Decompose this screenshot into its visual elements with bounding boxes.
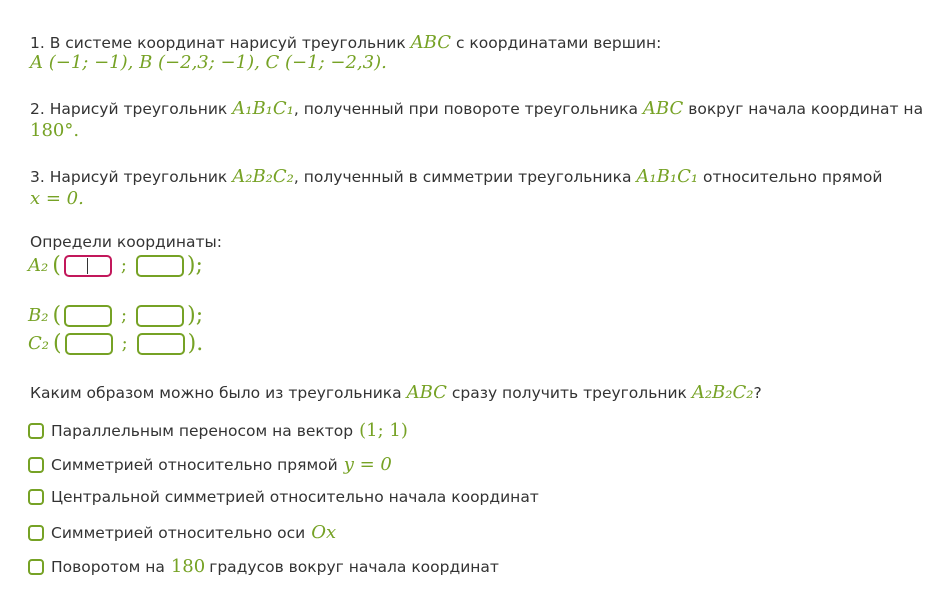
b2-x-input[interactable] [64, 305, 112, 327]
semicolon: ; [121, 305, 128, 326]
option-text: Симметрией относительно прямой [51, 455, 338, 474]
a2-row [28, 253, 203, 278]
triangle-a1b1c1: A₁B₁C₁ [636, 166, 699, 187]
checkbox[interactable] [28, 423, 44, 439]
option-math: Ox [311, 522, 337, 543]
c2-row [28, 331, 203, 356]
task-2-text-3: вокруг начала координат на [688, 100, 924, 118]
open-paren: ( [52, 303, 62, 328]
triangle-a2b2c2: A₂B₂C₂ [232, 166, 294, 187]
checkbox[interactable] [28, 489, 44, 505]
c2-x-input[interactable] [65, 333, 113, 355]
option-math: y = 0 [343, 454, 392, 475]
task-2-text-2: , полученный при повороте треугольника [293, 100, 638, 118]
triangle-abc: ABC [406, 382, 447, 403]
b2-y-input[interactable] [136, 305, 184, 327]
a2-y-input[interactable] [136, 255, 184, 277]
question [30, 382, 762, 403]
task-2-line-1 [30, 98, 923, 119]
close-paren: ); [187, 303, 204, 328]
checkbox[interactable] [28, 559, 44, 575]
option-text: Центральной симметрией относительно начала координат [51, 488, 539, 506]
triangle-abc: ABC [642, 98, 684, 119]
semicolon: ; [120, 255, 127, 276]
option-1[interactable] [28, 420, 408, 441]
option-text: Симметрией относительно оси [51, 523, 306, 542]
option-5[interactable] [28, 556, 499, 577]
b2-label: B₂ [28, 305, 49, 326]
symmetry-line: x = 0. [30, 188, 84, 209]
task-3-text-3: относительно прямой [703, 168, 883, 186]
task-1-coordinates [30, 52, 387, 73]
option-text: Поворотом на [51, 557, 165, 576]
option-text: Параллельным переносом на вектор [51, 421, 354, 440]
option-3[interactable] [28, 488, 539, 506]
open-paren: ( [53, 331, 62, 356]
task-2-text: 2. Нарисуй треугольник [30, 100, 228, 118]
question-mark: ? [753, 384, 762, 402]
task-1-line-1 [30, 32, 661, 53]
c2-y-input[interactable] [137, 333, 185, 355]
checkbox[interactable] [28, 525, 44, 541]
a2-x-input[interactable] [64, 255, 112, 277]
b2-row [28, 303, 203, 328]
task-3-text: 3. Нарисуй треугольник [30, 168, 228, 186]
define-label: Определи координаты: [30, 233, 222, 251]
question-text: Каким образом можно было из треугольника [30, 384, 402, 402]
task-3-line [30, 188, 84, 209]
coordinates-abc: A (−1; −1), B (−2,3; −1), C (−1; −2,3). [30, 52, 387, 73]
close-paren: ); [186, 253, 203, 278]
option-math: 180 [170, 556, 206, 577]
triangle-abc: ABC [410, 32, 451, 53]
task-2-angle [30, 120, 79, 141]
option-4[interactable] [28, 522, 336, 543]
semicolon: ; [121, 333, 128, 354]
option-math: (1; 1) [359, 420, 408, 441]
question-text-2: сразу получить треугольник [451, 384, 687, 402]
triangle-a1b1c1: A₁B₁C₁ [232, 98, 294, 119]
option-text-2: градусов вокруг начала координат [209, 557, 499, 576]
task-1-text: 1. В системе координат нарисуй треугольник [30, 34, 406, 52]
option-2[interactable] [28, 454, 392, 475]
task-3-line-1 [30, 166, 882, 187]
checkbox[interactable] [28, 457, 44, 473]
open-paren: ( [52, 253, 61, 278]
rotation-angle: 180°. [30, 120, 80, 141]
task-1-text-2: с координатами вершин: [455, 34, 662, 52]
task-3-text-2: , полученный в симметрии треугольника [293, 168, 632, 186]
triangle-a2b2c2: A₂B₂C₂ [691, 382, 754, 403]
a2-label: A₂ [28, 255, 49, 276]
c2-label: C₂ [28, 333, 49, 354]
close-paren: ). [187, 331, 204, 356]
